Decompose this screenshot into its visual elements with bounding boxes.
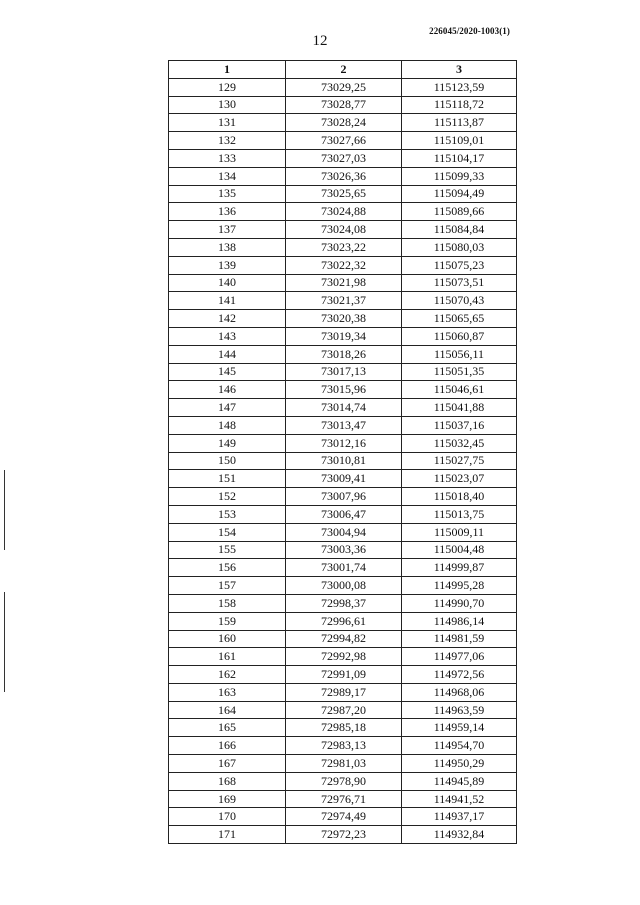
y-coordinate-cell: 115070,43 (402, 292, 517, 310)
table-row (169, 274, 517, 292)
x-coordinate-cell: 72996,61 (286, 612, 402, 630)
margin-scan-mark (4, 592, 5, 692)
table-row (169, 452, 517, 470)
x-coordinate-cell: 73021,98 (286, 274, 402, 292)
x-coordinate-cell: 73007,96 (286, 488, 402, 506)
y-coordinate-cell: 115046,61 (402, 381, 517, 399)
x-coordinate-cell: 73000,08 (286, 577, 402, 595)
y-coordinate-cell: 114986,14 (402, 612, 517, 630)
point-number-cell: 154 (169, 523, 286, 541)
table-row (169, 381, 517, 399)
table-row (169, 737, 517, 755)
point-number-cell: 166 (169, 737, 286, 755)
table-row (169, 719, 517, 737)
point-number-cell: 143 (169, 327, 286, 345)
y-coordinate-cell: 115056,11 (402, 345, 517, 363)
y-coordinate-cell: 115104,17 (402, 149, 517, 167)
y-coordinate-cell: 115032,45 (402, 434, 517, 452)
point-number-cell: 163 (169, 683, 286, 701)
x-coordinate-cell: 72994,82 (286, 630, 402, 648)
x-coordinate-cell: 72974,49 (286, 808, 402, 826)
x-coordinate-cell: 72998,37 (286, 594, 402, 612)
x-coordinate-cell: 73003,36 (286, 541, 402, 559)
coordinates-table (168, 60, 517, 844)
column-header: 1 (169, 61, 286, 79)
y-coordinate-cell: 115109,01 (402, 132, 517, 150)
point-number-cell: 138 (169, 238, 286, 256)
y-coordinate-cell: 115027,75 (402, 452, 517, 470)
y-coordinate-cell: 115113,87 (402, 114, 517, 132)
table-row (169, 399, 517, 417)
table-row (169, 78, 517, 96)
x-coordinate-cell: 73027,03 (286, 149, 402, 167)
point-number-cell: 155 (169, 541, 286, 559)
x-coordinate-cell: 73024,88 (286, 203, 402, 221)
table-header-row (169, 61, 517, 79)
x-coordinate-cell: 72991,09 (286, 666, 402, 684)
point-number-cell: 133 (169, 149, 286, 167)
table-row (169, 488, 517, 506)
table-row (169, 541, 517, 559)
x-coordinate-cell: 72981,03 (286, 755, 402, 773)
point-number-cell: 131 (169, 114, 286, 132)
y-coordinate-cell: 114950,29 (402, 755, 517, 773)
point-number-cell: 161 (169, 648, 286, 666)
point-number-cell: 146 (169, 381, 286, 399)
point-number-cell: 135 (169, 185, 286, 203)
table-row (169, 772, 517, 790)
document-reference: 226045/2020-1003(1) (429, 26, 510, 36)
y-coordinate-cell: 114972,56 (402, 666, 517, 684)
y-coordinate-cell: 115094,49 (402, 185, 517, 203)
x-coordinate-cell: 72978,90 (286, 772, 402, 790)
y-coordinate-cell: 115073,51 (402, 274, 517, 292)
y-coordinate-cell: 114999,87 (402, 559, 517, 577)
table-row (169, 132, 517, 150)
x-coordinate-cell: 73001,74 (286, 559, 402, 577)
page-number: 12 (312, 33, 328, 49)
table-row (169, 310, 517, 328)
table-row (169, 630, 517, 648)
point-number-cell: 168 (169, 772, 286, 790)
point-number-cell: 149 (169, 434, 286, 452)
x-coordinate-cell: 72992,98 (286, 648, 402, 666)
x-coordinate-cell: 73009,41 (286, 470, 402, 488)
point-number-cell: 160 (169, 630, 286, 648)
point-number-cell: 159 (169, 612, 286, 630)
column-header: 3 (402, 61, 517, 79)
point-number-cell: 164 (169, 701, 286, 719)
x-coordinate-cell: 73014,74 (286, 399, 402, 417)
table-row (169, 612, 517, 630)
table-row (169, 701, 517, 719)
point-number-cell: 132 (169, 132, 286, 150)
y-coordinate-cell: 115123,59 (402, 78, 517, 96)
table-row (169, 826, 517, 844)
point-number-cell: 156 (169, 559, 286, 577)
x-coordinate-cell: 73028,24 (286, 114, 402, 132)
point-number-cell: 170 (169, 808, 286, 826)
y-coordinate-cell: 115089,66 (402, 203, 517, 221)
margin-scan-mark (4, 470, 5, 550)
y-coordinate-cell: 115037,16 (402, 416, 517, 434)
x-coordinate-cell: 72985,18 (286, 719, 402, 737)
point-number-cell: 142 (169, 310, 286, 328)
y-coordinate-cell: 115084,84 (402, 221, 517, 239)
table-row (169, 666, 517, 684)
point-number-cell: 167 (169, 755, 286, 773)
point-number-cell: 165 (169, 719, 286, 737)
point-number-cell: 153 (169, 505, 286, 523)
y-coordinate-cell: 114968,06 (402, 683, 517, 701)
y-coordinate-cell: 115065,65 (402, 310, 517, 328)
x-coordinate-cell: 73015,96 (286, 381, 402, 399)
x-coordinate-cell: 72987,20 (286, 701, 402, 719)
table-row (169, 203, 517, 221)
table-row (169, 434, 517, 452)
x-coordinate-cell: 73010,81 (286, 452, 402, 470)
y-coordinate-cell: 115009,11 (402, 523, 517, 541)
point-number-cell: 157 (169, 577, 286, 595)
x-coordinate-cell: 73013,47 (286, 416, 402, 434)
point-number-cell: 137 (169, 221, 286, 239)
y-coordinate-cell: 115099,33 (402, 167, 517, 185)
table-row (169, 327, 517, 345)
x-coordinate-cell: 73019,34 (286, 327, 402, 345)
table-row (169, 523, 517, 541)
y-coordinate-cell: 114963,59 (402, 701, 517, 719)
y-coordinate-cell: 115118,72 (402, 96, 517, 114)
x-coordinate-cell: 73022,32 (286, 256, 402, 274)
y-coordinate-cell: 115080,03 (402, 238, 517, 256)
y-coordinate-cell: 114941,52 (402, 790, 517, 808)
table-row (169, 185, 517, 203)
y-coordinate-cell: 114977,06 (402, 648, 517, 666)
x-coordinate-cell: 73029,25 (286, 78, 402, 96)
y-coordinate-cell: 114932,84 (402, 826, 517, 844)
point-number-cell: 152 (169, 488, 286, 506)
point-number-cell: 141 (169, 292, 286, 310)
table-row (169, 167, 517, 185)
y-coordinate-cell: 115041,88 (402, 399, 517, 417)
y-coordinate-cell: 114954,70 (402, 737, 517, 755)
table-row (169, 648, 517, 666)
table-row (169, 683, 517, 701)
x-coordinate-cell: 72983,13 (286, 737, 402, 755)
x-coordinate-cell: 73023,22 (286, 238, 402, 256)
y-coordinate-cell: 114990,70 (402, 594, 517, 612)
point-number-cell: 136 (169, 203, 286, 221)
y-coordinate-cell: 115023,07 (402, 470, 517, 488)
table-row (169, 755, 517, 773)
x-coordinate-cell: 73017,13 (286, 363, 402, 381)
y-coordinate-cell: 115018,40 (402, 488, 517, 506)
table-row (169, 559, 517, 577)
point-number-cell: 129 (169, 78, 286, 96)
y-coordinate-cell: 115075,23 (402, 256, 517, 274)
table-row (169, 221, 517, 239)
x-coordinate-cell: 73025,65 (286, 185, 402, 203)
table-row (169, 577, 517, 595)
table-row (169, 363, 517, 381)
y-coordinate-cell: 114981,59 (402, 630, 517, 648)
point-number-cell: 145 (169, 363, 286, 381)
x-coordinate-cell: 73026,36 (286, 167, 402, 185)
point-number-cell: 169 (169, 790, 286, 808)
point-number-cell: 139 (169, 256, 286, 274)
table-row (169, 345, 517, 363)
y-coordinate-cell: 115013,75 (402, 505, 517, 523)
point-number-cell: 162 (169, 666, 286, 684)
y-coordinate-cell: 115004,48 (402, 541, 517, 559)
table-row (169, 238, 517, 256)
y-coordinate-cell: 114945,89 (402, 772, 517, 790)
x-coordinate-cell: 73020,38 (286, 310, 402, 328)
point-number-cell: 130 (169, 96, 286, 114)
table-body (169, 78, 517, 843)
point-number-cell: 148 (169, 416, 286, 434)
x-coordinate-cell: 73006,47 (286, 505, 402, 523)
table-row (169, 292, 517, 310)
x-coordinate-cell: 73028,77 (286, 96, 402, 114)
table-row (169, 808, 517, 826)
point-number-cell: 134 (169, 167, 286, 185)
table-row (169, 149, 517, 167)
point-number-cell: 150 (169, 452, 286, 470)
point-number-cell: 171 (169, 826, 286, 844)
x-coordinate-cell: 72976,71 (286, 790, 402, 808)
y-coordinate-cell: 115060,87 (402, 327, 517, 345)
y-coordinate-cell: 114959,14 (402, 719, 517, 737)
table-row (169, 96, 517, 114)
y-coordinate-cell: 115051,35 (402, 363, 517, 381)
x-coordinate-cell: 73021,37 (286, 292, 402, 310)
table-row (169, 790, 517, 808)
table-row (169, 416, 517, 434)
point-number-cell: 144 (169, 345, 286, 363)
point-number-cell: 147 (169, 399, 286, 417)
point-number-cell: 140 (169, 274, 286, 292)
x-coordinate-cell: 73018,26 (286, 345, 402, 363)
table-row (169, 256, 517, 274)
column-header: 2 (286, 61, 402, 79)
y-coordinate-cell: 114995,28 (402, 577, 517, 595)
y-coordinate-cell: 114937,17 (402, 808, 517, 826)
table-row (169, 470, 517, 488)
x-coordinate-cell: 72989,17 (286, 683, 402, 701)
x-coordinate-cell: 73024,08 (286, 221, 402, 239)
table-row (169, 594, 517, 612)
x-coordinate-cell: 73004,94 (286, 523, 402, 541)
point-number-cell: 158 (169, 594, 286, 612)
x-coordinate-cell: 73012,16 (286, 434, 402, 452)
x-coordinate-cell: 72972,23 (286, 826, 402, 844)
table-row (169, 505, 517, 523)
x-coordinate-cell: 73027,66 (286, 132, 402, 150)
table-row (169, 114, 517, 132)
point-number-cell: 151 (169, 470, 286, 488)
